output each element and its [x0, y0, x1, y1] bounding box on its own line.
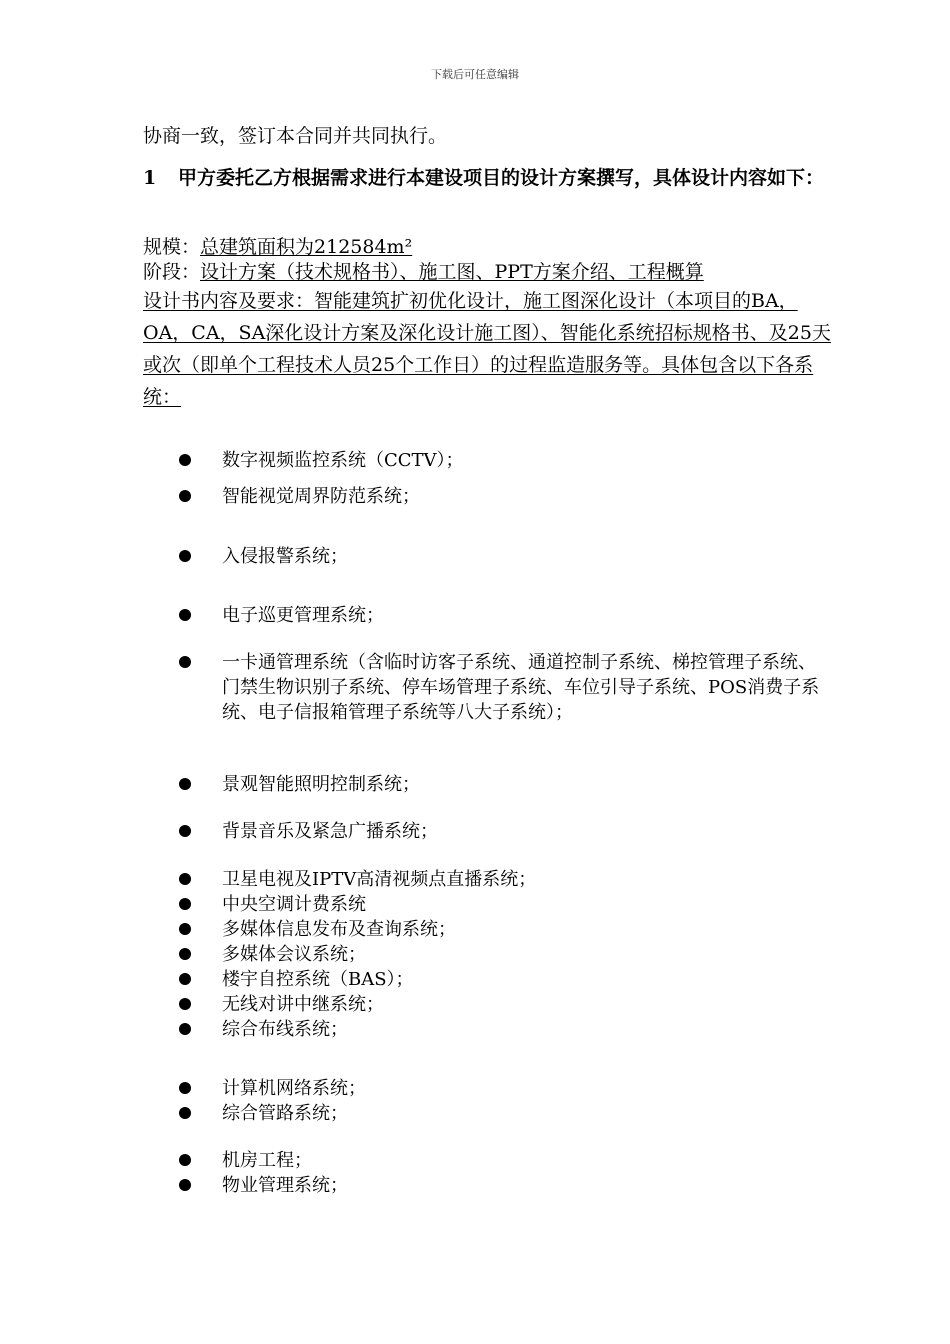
list-item-text: 数字视频监控系统（CCTV）；	[222, 450, 464, 471]
list-item-text: 物业管理系统；	[222, 1175, 348, 1196]
bullet-dot-icon	[179, 550, 191, 562]
bullet-dot-icon	[179, 973, 191, 985]
bullet-dot-icon	[179, 898, 191, 910]
list-item-text: 多媒体信息发布及查询系统；	[222, 919, 456, 940]
content-requirements-text: 设计书内容及要求：智能建筑扩初优化设计，施工图深化设计（本项目的BA，OA，CA，SA深化设计方案及深化设计施工图）、智能化系统招标规格书、及25天或次（即单个工程技术人员25个工作日）的过程监造服务等。具体包含以下各系统：	[143, 290, 831, 408]
list-item-text: 入侵报警系统；	[222, 546, 348, 567]
clause-1	[143, 158, 833, 198]
list-item-text: 多媒体会议系统；	[222, 944, 366, 965]
list-item-text: 智能视觉周界防范系统；	[222, 486, 420, 507]
bullet-dot-icon	[179, 778, 191, 790]
bullet-dot-icon	[179, 825, 191, 837]
bullet-dot-icon	[179, 923, 191, 935]
bullet-dot-icon	[179, 1179, 191, 1191]
list-item-text: 中央空调计费系统	[222, 894, 366, 915]
bullet-dot-icon	[179, 1082, 191, 1094]
list-item-text: 卫星电视及IPTV高清视频点直播系统；	[222, 869, 537, 890]
list-item-text: 综合管路系统；	[222, 1103, 348, 1124]
bullet-dot-icon	[179, 1107, 191, 1119]
bullet-dot-icon	[179, 656, 191, 668]
list-item-text: 景观智能照明控制系统；	[222, 774, 420, 795]
phase-line	[143, 259, 833, 285]
scale-line	[143, 234, 833, 260]
bullet-dot-icon	[179, 1154, 191, 1166]
list-item-text: 计算机网络系统；	[222, 1078, 366, 1099]
clause-number: 1	[143, 167, 157, 189]
list-item-text: 楼宇自控系统（BAS）；	[222, 969, 414, 990]
page-header-note: 下载后可任意编辑	[431, 68, 519, 81]
list-item-text: 综合布线系统；	[222, 1019, 348, 1040]
list-item-text: 无线对讲中继系统；	[222, 994, 384, 1015]
scale-value: 总建筑面积为212584m²	[200, 236, 413, 258]
bullet-dot-icon	[179, 1023, 191, 1035]
list-item-text: 电子巡更管理系统；	[222, 605, 384, 626]
intro-line: 协商一致，签订本合同并共同执行。	[143, 125, 448, 147]
phase-value: 设计方案（技术规格书）、施工图、PPT方案介绍、工程概算	[200, 261, 704, 283]
bullet-dot-icon	[179, 609, 191, 621]
bullet-dot-icon	[179, 490, 191, 502]
list-item-text: 机房工程；	[222, 1150, 312, 1171]
bullet-dot-icon	[179, 454, 191, 466]
clause-text: 甲方委托乙方根据需求进行本建设项目的设计方案撰写，具体设计内容如下：	[178, 167, 825, 189]
list-item-text: 一卡通管理系统（含临时访客子系统、通道控制子系统、梯控管理子系统、门禁生物识别子系统、停车场管理子系统、车位引导子系统、POS消费子系统、电子信报箱管理子系统等八大子系统）；	[222, 652, 820, 723]
bullet-dot-icon	[179, 998, 191, 1010]
scale-label: 规模：	[143, 236, 201, 258]
bullet-dot-icon	[179, 948, 191, 960]
bullet-dot-icon	[179, 873, 191, 885]
list-item-text: 背景音乐及紧急广播系统；	[222, 821, 438, 842]
phase-label: 阶段：	[143, 261, 201, 283]
content-requirements	[143, 285, 833, 413]
